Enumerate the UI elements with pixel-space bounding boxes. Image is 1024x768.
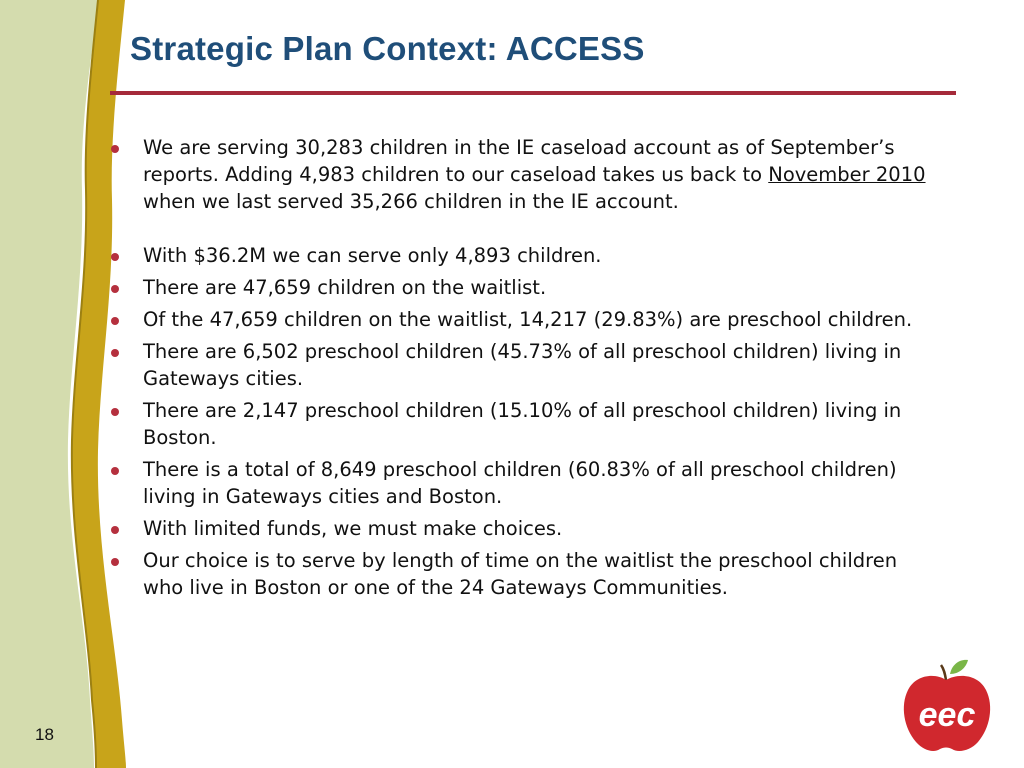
- bullet-item: [108, 306, 938, 333]
- bullet-text: With $36.2M we can serve only 4,893 children.: [143, 244, 602, 267]
- bullet-text: There are 47,659 children on the waitlist.: [143, 276, 547, 299]
- eec-logo: [900, 656, 996, 756]
- bullet-list: [108, 134, 938, 606]
- apple-leaf-icon: [950, 660, 968, 674]
- bullet-item: [108, 397, 938, 451]
- underlined-date: November 2010: [768, 163, 926, 186]
- apple-logo-icon: [904, 660, 990, 751]
- title-underline-rule: [110, 91, 956, 95]
- bullet-text-part: when we last served 35,266 children in the IE account.: [143, 190, 679, 213]
- bullet-item: [108, 456, 938, 510]
- bullet-text: There is a total of 8,649 preschool children (60.83% of all preschool children) living in Gateways cities and Boston.: [143, 458, 897, 508]
- bullet-dot-icon: [111, 253, 119, 261]
- bullet-text: There are 2,147 preschool children (15.10% of all preschool children) living in Boston.: [143, 399, 902, 449]
- bullet-dot-icon: [111, 317, 119, 325]
- bullet-item: [108, 274, 938, 301]
- bullet-text: With limited funds, we must make choices.: [143, 517, 563, 540]
- bullet-dot-icon: [111, 558, 119, 566]
- bullet-item: [108, 515, 938, 542]
- bullet-dot-icon: [111, 408, 119, 416]
- bullet-item: [108, 547, 938, 601]
- bullet-text: Of the 47,659 children on the waitlist, 14,217 (29.83%) are preschool children.: [143, 308, 913, 331]
- bullet-dot-icon: [111, 467, 119, 475]
- bullet-dot-icon: [111, 145, 119, 153]
- bullet-text: There are 6,502 preschool children (45.73% of all preschool children) living in Gateways cities.: [143, 340, 902, 390]
- page-number: 18: [35, 725, 54, 744]
- slide-title: Strategic Plan Context: ACCESS: [130, 30, 645, 67]
- bullet-dot-icon: [111, 349, 119, 357]
- logo-text: eec: [918, 696, 976, 734]
- bullet-text: Our choice is to serve by length of time on the waitlist the preschool children who live in Boston or one of the 24 Gateways Communities.: [143, 549, 898, 599]
- bullet-dot-icon: [111, 285, 119, 293]
- bullet-item: [108, 338, 938, 392]
- bullet-dot-icon: [111, 526, 119, 534]
- bullet-item: [108, 134, 938, 215]
- bullet-text-part: We are serving 30,283 children in the IE caseload account as of September’s reports. Adding 4,983 children to our caseload takes us back to: [143, 136, 895, 186]
- bullet-item: [108, 242, 938, 269]
